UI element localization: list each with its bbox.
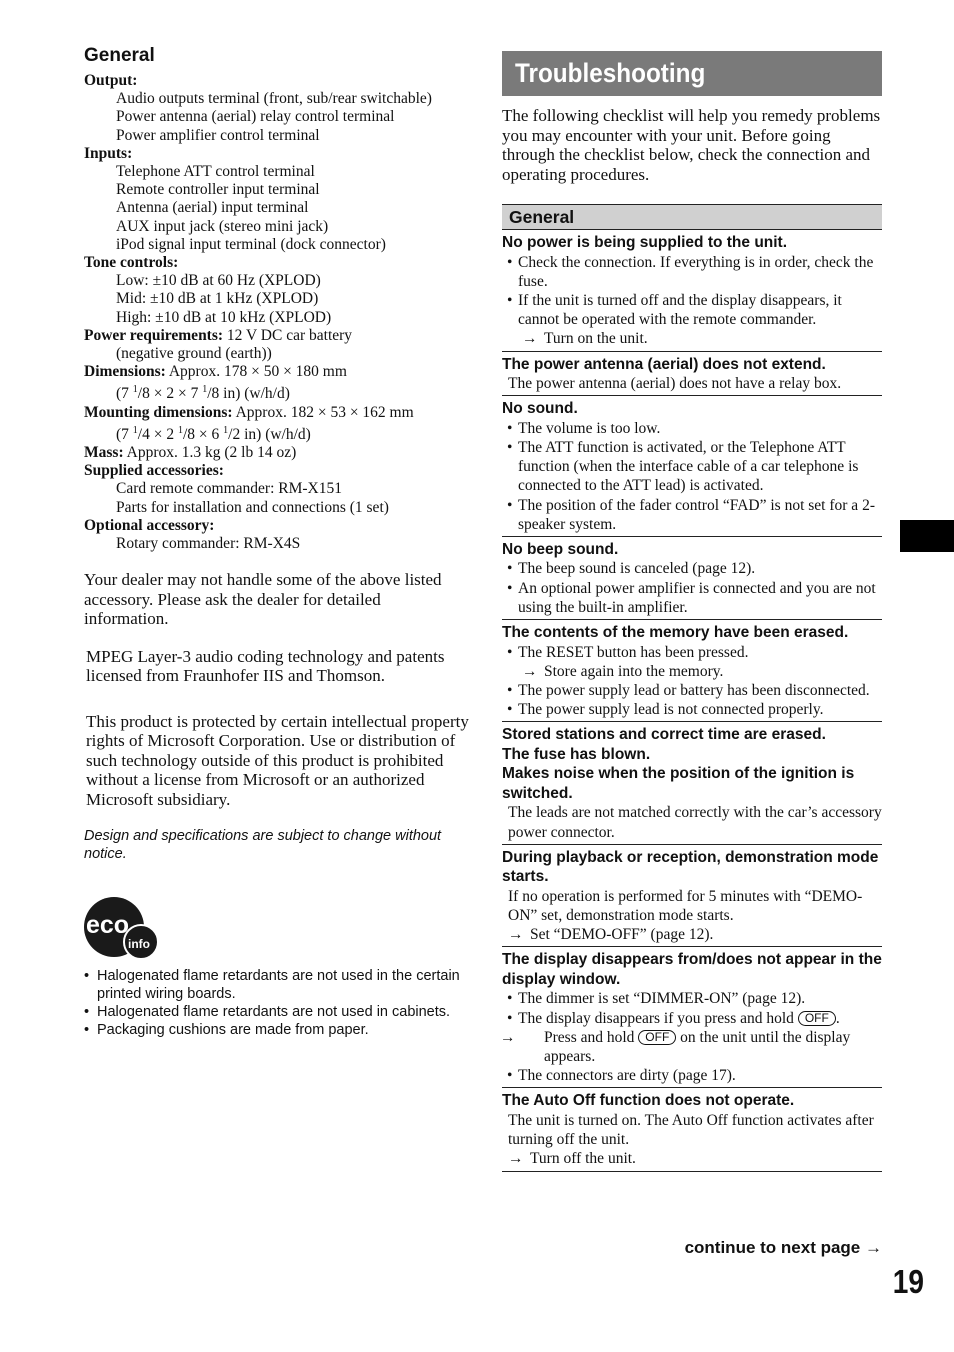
cause-item [502,1009,882,1028]
cause-item: • The power supply lead or battery has been disconnected. [502,681,882,700]
spec-mass [84,444,469,462]
troubleshooting-title-bar [502,51,882,96]
cause-item: • The ATT function is activated, or the Telephone ATT function (when the interface cable of a car telephone is connected to the ATT lead) is activated. [502,438,882,496]
problem-title: The Auto Off function does not operate. [502,1092,795,1110]
list-item: • Halogenated flame retardants are not used in the certain printed wiring boards. [84,967,469,1003]
cause-item: • The RESET button has been pressed. [502,643,882,662]
cause-item: • The volume is too low. [502,419,882,438]
spec-input-item: iPod signal input terminal (dock connector) [116,235,386,253]
frac-sup: 1 [132,384,138,396]
spec-tone-label: Tone controls: [84,254,179,272]
spec-power-value: 12 V DC car battery [223,326,353,344]
cause-item: • The beep sound is canceled (page 12). [502,559,882,578]
problem-title: The display disappears from/does not appear in the display window. [502,951,882,988]
remedy [502,1149,882,1168]
right-column [502,51,882,1172]
spec-mass-value: Approx. 1.3 kg (2 lb 14 oz) [123,444,297,462]
frac-text: /4 × 2 [137,425,178,443]
cause-list [502,643,882,662]
cause-item: • The position of the fader control “FAD” is not set for a 2-speaker system. [502,496,882,534]
remedy [502,329,882,348]
spec-mass-label: Mass: [84,444,124,462]
problem-memory-erased [502,620,882,722]
spec-mounting [84,404,469,422]
problem-auto-off [502,1088,882,1171]
spec-dim-label: Dimensions: [84,363,166,381]
cause-list [502,559,882,617]
continue-text: continue to next page [684,1238,861,1257]
remedy-text: on the unit until the display appears. [544,1028,851,1065]
cause-item: • The connectors are dirty (page 17). [502,1066,882,1085]
mpeg-note: MPEG Layer-3 audio coding technology and patents licensed from Fraunhofer IIS and Thomson. [86,646,445,686]
spec-output-label: Output: [84,72,138,89]
spec-dimensions [84,363,469,381]
problem-display [502,947,882,1088]
cause-list [502,681,882,719]
problem-title: During playback or reception, demonstration mode starts. [502,848,879,886]
arrow-icon: → [865,1238,882,1257]
eco-logo-text: eco [86,911,130,940]
arrow-icon: → [508,926,524,944]
frac-text: /8 in) (w/h/d) [207,385,290,403]
frac-sup: 1 [177,424,183,436]
spec-list [84,72,469,553]
remedy-text: Press and hold [544,1028,639,1046]
problem-demo-mode [502,845,882,948]
arrow-icon: → [522,662,538,680]
section-tab-marker [900,520,954,552]
page-number: 19 [892,1263,924,1300]
cause-item: • An optional power amplifier is connected and you are not using the built-in amplifier. [502,579,882,617]
cause-item: • Check the connection. If everything is in order, check the fuse. [502,253,882,291]
problem-no-beep [502,537,882,620]
frac-text: /8 × 2 × 7 [137,385,203,403]
spec-tone-item: High: ±10 dB at 10 kHz (XPLOD) [116,308,332,326]
spec-mount-imperial [84,422,469,444]
remedy [502,662,882,681]
dealer-note: Your dealer may not handle some of the above listed accessory. Please ask the dealer for detailed information. [84,570,442,629]
problem-no-sound [502,396,882,537]
problem-antenna [502,352,882,397]
frac-text: /8 × 6 [182,425,224,443]
cause-item: • The dimmer is set “DIMMER-ON” (page 12). [502,989,882,1008]
cause-text: The power antenna (aerial) does not have a relay box. [508,375,842,393]
spec-mount-value: Approx. 182 × 53 × 162 mm [232,403,414,421]
problem-title: The power antenna (aerial) does not extend. [502,355,826,373]
cause-list [502,419,882,534]
spec-power-sub: (negative ground (earth)) [116,345,272,363]
spec-optional-item: Rotary commander: RM-X4S [116,535,301,553]
spec-dim-value: Approx. 178 × 50 × 180 mm [165,363,347,381]
cause-list [502,1066,882,1085]
remedy [502,925,882,944]
problem-title: No sound. [502,400,578,418]
cause-text: If no operation is performed for 5 minutes with “DEMO-ON” set, demonstration mode starts. [508,887,863,924]
spec-power-label: Power requirements: [84,326,224,344]
problem-title: Makes noise when the position of the ignition is switched. [502,765,855,802]
spec-inputs-label: Inputs: [84,144,133,162]
frac-sup: 1 [132,424,138,436]
frac-sup: 1 [223,424,229,436]
problem-no-power [502,230,882,352]
frac-text: (7 [116,425,133,443]
spec-tone-item: Mid: ±10 dB at 1 kHz (XPLOD) [116,290,319,308]
page-title: Troubleshooting [515,58,706,88]
continue-note [620,1238,882,1258]
remedy-text: Store again into the memory. [544,662,724,680]
section-title: General [509,206,575,227]
problem-title: No beep sound. [502,540,619,558]
spec-output-item: Power antenna (aerial) relay control terminal [116,108,395,126]
off-key-label: OFF [798,1011,836,1026]
design-note: Design and specifications are subject to change without notice. [84,828,442,863]
spec-supplied-label: Supplied accessories: [84,462,224,480]
spec-optional-label: Optional accessory: [84,516,215,534]
spec-mount-label: Mounting dimensions: [84,403,233,421]
spec-supplied-item: Parts for installation and connections (1 set) [116,498,389,516]
spec-output-item: Power amplifier control terminal [116,126,320,144]
remedy-text: Turn on the unit. [544,330,648,348]
remedy-text: Turn off the unit. [530,1150,636,1168]
problem-title: Stored stations and correct time are erased. [502,726,826,744]
cause-list [502,989,882,1027]
cause-item: • If the unit is turned off and the display disappears, it cannot be operated with the remote commander. [502,291,882,329]
spec-dim-imperial [84,381,469,403]
arrow-icon: → [508,1150,524,1168]
problem-title: The contents of the memory have been erased. [502,624,849,642]
cause-text: The unit is turned on. The Auto Off function activates after turning off the unit. [508,1111,874,1149]
eco-list [84,967,469,1039]
spec-tone-item: Low: ±10 dB at 60 Hz (XPLOD) [116,272,321,290]
list-item: • Packaging cushions are made from paper. [84,1021,469,1039]
spec-input-item: Remote controller input terminal [116,181,320,199]
spec-supplied-item: Card remote commander: RM-X151 [116,480,342,498]
cause-text: The display disappears if you press and hold [518,1009,798,1027]
cause-text: The leads are not matched correctly with the car’s accessory power connector. [508,804,882,841]
eco-info-logo [84,897,160,961]
cause-item: • The power supply lead is not connected properly. [502,700,882,719]
spec-input-item: AUX input jack (stereo mini jack) [116,217,329,235]
spec-input-item: Telephone ATT control terminal [116,163,315,181]
problem-title: No power is being supplied to the unit. [502,234,788,251]
eco-logo-icon [84,897,160,961]
section-general-bar [502,204,882,230]
left-column [84,44,469,1039]
remedy-text: Set “DEMO-OFF” (page 12). [530,926,714,944]
off-key-label: OFF [638,1030,676,1045]
intro-text: The following checklist will help you remedy problems you may encounter with your unit. Before going through the checklist below, check the connection and operating procedures. [502,106,881,184]
arrow-icon: → [500,1028,516,1046]
spec-output-item: Audio outputs terminal (front, sub/rear switchable) [116,90,432,108]
arrow-icon: → [522,330,538,348]
general-heading: General [84,45,155,66]
frac-text: (7 [116,385,133,403]
spec-power [84,327,469,345]
frac-text: /2 in) (w/h/d) [228,425,311,443]
eco-logo-subtext: info [128,937,150,952]
microsoft-note: This product is protected by certain intellectual property rights of Microsoft Corporation. Use or distribution of such technology outside of this product is prohibited without a license from Microsoft or an authorized Microsoft subsidiary. [86,711,469,809]
cause-list [502,253,882,330]
problem-stations-erased [502,722,882,844]
frac-sup: 1 [202,384,208,396]
problem-title: The fuse has blown. [502,745,651,763]
list-item: • Halogenated flame retardants are not used in cabinets. [84,1003,469,1021]
cause-text: . [835,1009,840,1027]
spec-input-item: Antenna (aerial) input terminal [116,199,309,217]
remedy [502,1028,882,1066]
